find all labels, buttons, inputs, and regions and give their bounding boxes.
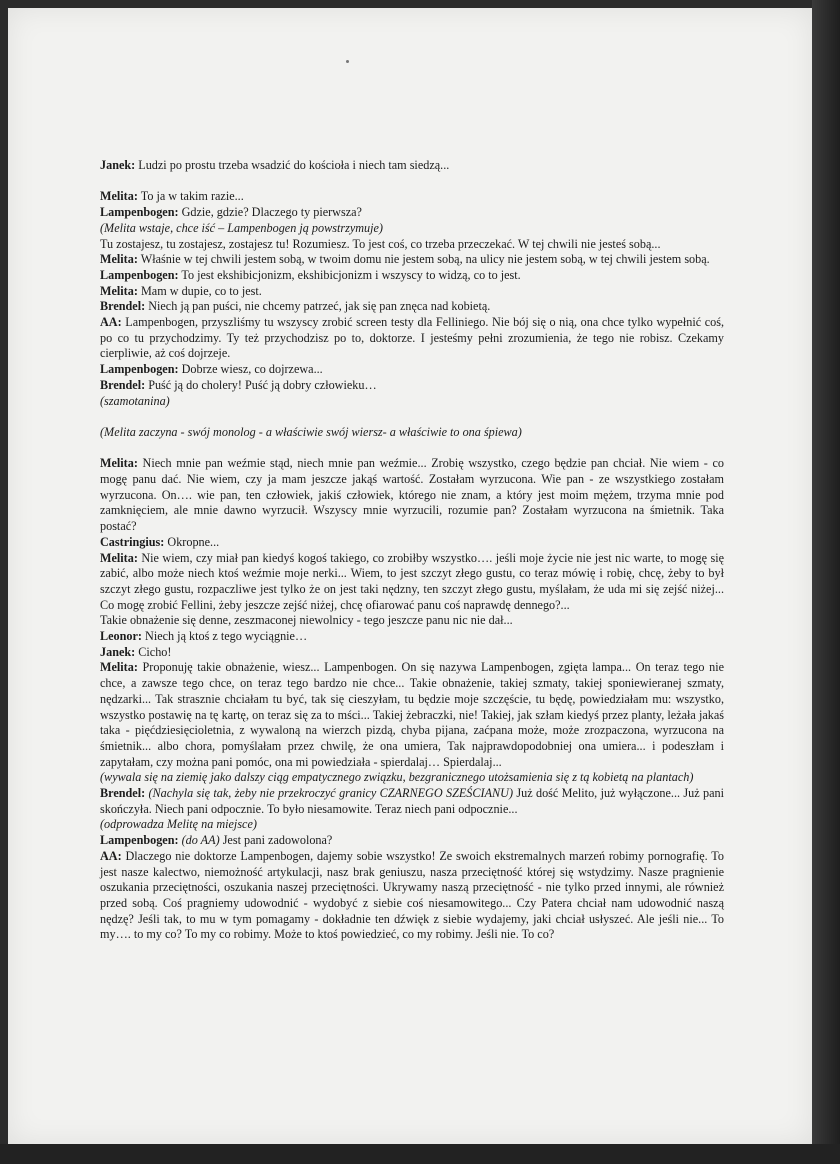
- dialogue-line: [100, 786, 724, 817]
- speaker-name: Lampenbogen:: [100, 833, 179, 848]
- speaker-name: Brendel:: [100, 299, 146, 314]
- speaker-name: AA:: [100, 315, 122, 330]
- dialogue-line: [100, 456, 724, 535]
- line-text: Gdzie, gdzie? Dlaczego ty pierwsza?: [178, 205, 362, 220]
- blank-line: [100, 409, 724, 425]
- stage-direction: [100, 425, 724, 441]
- dialogue-line: [100, 315, 724, 362]
- line-text: Takie obnażenie się denne, zeszmaconej niewolnicy - tego jeszcze panu nic nie dał...: [100, 613, 513, 628]
- speaker-name: Brendel:: [100, 377, 146, 392]
- line-text: Okropne...: [164, 534, 220, 549]
- dialogue-line: [100, 299, 724, 315]
- speaker-name: Janek:: [100, 644, 136, 659]
- inline-stage-direction: (Nachyla się tak, żeby nie przekroczyć granicy CZARNEGO SZEŚCIANU): [145, 786, 514, 801]
- line-text: Mam w dupie, co to jest.: [137, 283, 262, 298]
- dialogue-line: [100, 613, 724, 629]
- dialogue-line: [100, 237, 724, 253]
- speaker-name: Castringius:: [100, 534, 165, 549]
- dialogue-line: [100, 284, 724, 300]
- line-text: Puść ją do cholery! Puść ją dobry człowieku…: [145, 377, 377, 392]
- line-text: Niech ją ktoś z tego wyciągnie…: [141, 629, 308, 644]
- play-script-text: [100, 158, 724, 943]
- speaker-name: Melita:: [100, 283, 138, 298]
- dialogue-line: [100, 268, 724, 284]
- line-text: Niech ją pan puści, nie chcemy patrzeć, jak się pan znęca nad kobietą.: [145, 299, 491, 314]
- stage-direction: [100, 817, 724, 833]
- dialogue-line: [100, 660, 724, 770]
- stage-direction-text: (Melita zaczyna - swój monolog - a właściwie swój wiersz- a właściwie to ona śpiewa): [100, 424, 522, 439]
- speaker-name: Melita:: [100, 189, 138, 204]
- stage-direction-text: (wywala się na ziemię jako dalszy ciąg empatycznego związku, bezgranicznego utożsamienia się z tą kobietą na plantach): [100, 770, 694, 785]
- speaker-name: AA:: [100, 848, 122, 863]
- line-text: To jest ekshibicjonizm, ekshibicjonizm i wszyscy to widzą, co to jest.: [178, 267, 521, 282]
- line-text: Tu zostajesz, tu zostajesz, zostajesz tu! Rozumiesz. To jest coś, co trzeba przeczekać. W tej chwili nie jesteś sobą...: [100, 236, 661, 251]
- speaker-name: Lampenbogen:: [100, 205, 179, 220]
- speaker-name: Melita:: [100, 252, 138, 267]
- speaker-name: Lampenbogen:: [100, 362, 179, 377]
- line-text: Cicho!: [135, 644, 172, 659]
- speaker-name: Brendel:: [100, 786, 146, 801]
- document-page: [8, 8, 812, 1144]
- speaker-name: Janek:: [100, 158, 136, 172]
- dialogue-line: [100, 535, 724, 551]
- line-text: Już dość Melito, już wyłączone... Już pani skończyła. Niech pani odpocznie. To było niesamowite. Teraz niech pani odpocznie...: [100, 786, 724, 816]
- speaker-name: Lampenbogen:: [100, 267, 179, 282]
- dialogue-line: [100, 833, 724, 849]
- stage-direction: [100, 221, 724, 237]
- line-text: Jest pani zadowolona?: [219, 833, 333, 848]
- dialogue-line: [100, 158, 724, 174]
- speaker-name: Melita:: [100, 660, 138, 675]
- blank-line: [100, 174, 724, 190]
- dialogue-line: [100, 252, 724, 268]
- line-text: Proponuję takie obnażenie, wiesz... Lampenbogen. On się nazywa Lampenbogen, zgięta lampa... On teraz tego nie chce, a zawsze tego chce, on teraz tego bardzo nie chce... Takie obnażenie, takiej szmaty, takiej sponiewieranej szmaty, nędzarki... Tak strasznie chciałam tu być, tak się cieszyłam, tu będzie moje szczęście, tu będę, powiedziałam mu: wszystko, wszystko postawię na tę kartę, on teraz się za to mści... Takiej żebraczki, nie! Takiej, jak szłam kiedyś przez planty, leżała jakaś taka - pięćdziesięcioletnia, z wywaloną na wierzch pizdą, chyba pijana, zaćpana może, może zrozpaczona, wyrzucona na śmietnik... albo chora, pomyślałam przez chwilę, że ona umiera, Tak najprawdopodobniej ona umiera... i podeszłam i zapytałam, czy można pani pomóc, ona mi powiedziała - spierdalaj… Spierdalaj...: [100, 660, 724, 769]
- scanner-edge-bottom: [0, 1144, 840, 1164]
- speaker-name: Melita:: [100, 456, 138, 471]
- dialogue-line: [100, 189, 724, 205]
- dialogue-line: [100, 378, 724, 394]
- line-text: Dlaczego nie doktorze Lampenbogen, dajemy sobie wszystko! Ze swoich ekstremalnych marzeń robimy pornografię. To jest nasze kalectwo, niemożność artykulacji, nasz brak geniuszu, nasza przeciętność której się wstydzimy. Nasze pragnienie oszukania przeciętności, oszukania naszej przeciętności. Ukrywamy naszą przeciętność - nie tylko przed innymi, ale również przed sobą. Coś pragniemy udowodnić - wydobyć z siebie coś niesamowitego... Czy Patera chciał nam udowodnić naszą nędzę? Jeśli tak, to mu w tym pomagamy - dokładnie ten dźwięk z siebie wydajemy, jaki chciał usłyszeć. Ale jeśli nie... To my…. to my co? To my co robimy. Może to ktoś powiedzieć, co my robimy. Jeśli nie. To co?: [100, 848, 724, 942]
- dialogue-line: [100, 629, 724, 645]
- dialogue-line: [100, 849, 724, 943]
- scan-speck: [346, 60, 349, 63]
- dialogue-line: [100, 205, 724, 221]
- stage-direction-text: (Melita wstaje, chce iść – Lampenbogen ją powstrzymuje): [100, 220, 383, 235]
- dialogue-line: [100, 362, 724, 378]
- line-text: Niech mnie pan weźmie stąd, niech mnie pan weźmie... Zrobię wszystko, czego będzie pan chciał. Nie wiem - co mogę panu dać. Nie wiem, czy ja mam jeszcze jakąś wartość. Zostałam wyrzucona. Wie pan - ze wszystkiego zostałam wyrzucona. On…. wie pan, ten człowiek, jakiś człowiek, którego nie znam, a który jest moim mężem, trzyma mnie pod zamknięciem, ale mnie dawno wyrzucił. Wszyscy mnie wyrzucili, rozumie pan? Zostałam wyrzucona na śmietnik. Taka postać?: [100, 456, 724, 534]
- dialogue-line: [100, 551, 724, 614]
- scanner-edge-right: [812, 0, 840, 1164]
- line-text: Lampenbogen, przyszliśmy tu wszyscy zrobić screen testy dla Felliniego. Nie bój się o nią, ona chce tylko wypełnić coś, po co tu przychodzimy. Ty też przychodzisz po to, doktorze. I jesteśmy pełni zrozumienia, że tego nie robisz. Czekamy cierpliwie, aż coś dojrzeje.: [100, 315, 724, 361]
- line-text: Właśnie w tej chwili jestem sobą, w twoim domu nie jestem sobą, na ulicy nie jestem sobą, w tej chwili jestem sobą.: [137, 252, 710, 267]
- line-text: Dobrze wiesz, co dojrzewa...: [178, 362, 323, 377]
- speaker-name: Melita:: [100, 550, 138, 565]
- blank-line: [100, 441, 724, 457]
- stage-direction-text: (szamotanina): [100, 393, 170, 408]
- dialogue-line: [100, 645, 724, 661]
- line-text: Ludzi po prostu trzeba wsadzić do kościoła i niech tam siedzą...: [135, 158, 450, 172]
- inline-stage-direction: (do AA): [178, 833, 220, 848]
- line-text: Nie wiem, czy miał pan kiedyś kogoś takiego, co zrobiłby wszystko…. jeśli moje życie nie jest nic warte, to mogę się zabić, albo może niech ktoś weźmie moje nerki... Wiem, to jest szczyt złego gustu, co teraz mówię i robię, chcę, żeby to był szczyt złego gustu, rozpaczliwe jest tylko że on jest taki nędzny, ten szczyt złego gustu, myślałam, że uda mi się zejść niżej... Co mogę zrobić Fellini, żeby jeszcze zejść niżej, chcę ofiarować panu coś naprawdę dennego?...: [100, 550, 724, 612]
- stage-direction: [100, 770, 724, 786]
- stage-direction: [100, 394, 724, 410]
- stage-direction-text: (odprowadza Melitę na miejsce): [100, 817, 257, 832]
- line-text: To ja w takim razie...: [137, 189, 244, 204]
- speaker-name: Leonor:: [100, 629, 142, 644]
